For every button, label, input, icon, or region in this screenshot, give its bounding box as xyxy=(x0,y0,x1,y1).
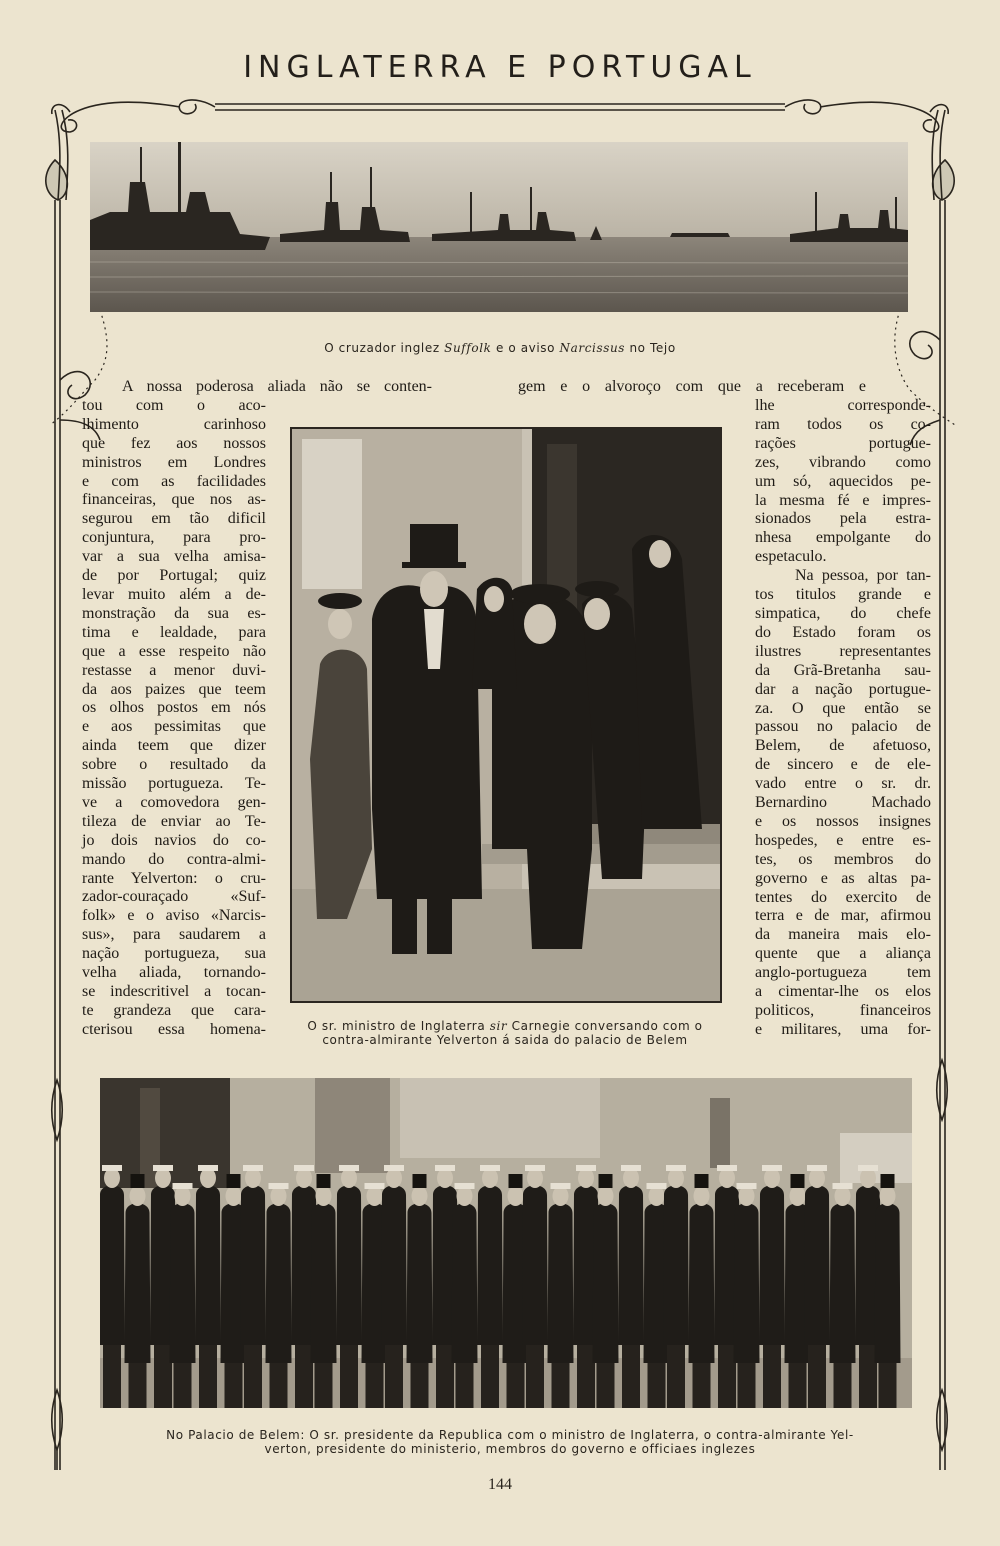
article-line: rações portugue- xyxy=(755,434,931,452)
article-line: missão portugueza. Te- xyxy=(82,775,266,793)
article-line: que a esse respeito não xyxy=(82,642,266,660)
article-line: e os nossos insignes xyxy=(755,812,931,830)
group-photo xyxy=(100,1078,912,1408)
article-line: te grandeza que cara- xyxy=(82,1001,266,1019)
article-line: sionados pela estra- xyxy=(755,510,931,528)
article-line: os olhos postos em nós xyxy=(82,699,266,717)
article-line: velha aliada, tornando- xyxy=(82,964,266,982)
article-line: ainda teem que dizer xyxy=(82,737,266,755)
article-line: ilustres representantes xyxy=(755,642,931,660)
article-line: mando do contra-almi- xyxy=(82,850,266,868)
article-line: zador-couraçado «Suf- xyxy=(82,888,266,906)
article-line: que fez aos nossos xyxy=(82,434,266,452)
article-line: e militares, uma for- xyxy=(755,1020,931,1038)
article-line: tima e lealdade, para xyxy=(82,623,266,641)
article-line: sobre o resultado da xyxy=(82,756,266,774)
article-line: tou com o aco- xyxy=(82,396,266,414)
group-caption-line1: No Palacio de Belem: O sr. presidente da Republica com o ministro de Inglaterra, o contra-almirante Yel- xyxy=(166,1428,854,1442)
article-line: dar a nação portugue- xyxy=(755,680,931,698)
ministers-caption-sir: sir xyxy=(489,1019,508,1033)
article-line: da Grã-Bretanha sau- xyxy=(755,661,931,679)
ministers-photo xyxy=(290,427,722,1003)
article-line: da aos paizes que teem xyxy=(82,680,266,698)
article-line: var a sua velha amisa- xyxy=(82,548,266,566)
article-line: a cimentar-lhe os elos xyxy=(755,983,931,1001)
ships-caption xyxy=(200,341,800,355)
article-line: ve a comovedora gen- xyxy=(82,793,266,811)
article-line: monstração da sua es- xyxy=(82,604,266,622)
article-line: anglo-portugueza tem xyxy=(755,964,931,982)
article-line: ministros em Londres xyxy=(82,453,266,471)
article-line: quente que a aliança xyxy=(755,945,931,963)
article-line: tileza de enviar ao Te- xyxy=(82,812,266,830)
article-line: financeiras, que nos as- xyxy=(82,491,266,509)
article-line: do Estado foram os xyxy=(755,623,931,641)
article-line: nação portugueza, sua xyxy=(82,945,266,963)
article-line: lhimento carinhoso xyxy=(82,415,266,433)
article-line: gem e o alvoroço com que a receberam e xyxy=(518,378,866,395)
ministers-caption-line1 xyxy=(270,1019,740,1033)
ships-caption-prefix: O cruzador inglez xyxy=(324,341,445,355)
article-line: conjuntura, para pro- xyxy=(82,529,266,547)
article-line: sus», para saudarem a xyxy=(82,926,266,944)
article-right-column xyxy=(755,397,931,1040)
ships-photo xyxy=(90,142,908,312)
article-line: da maneira mais elo- xyxy=(755,926,931,944)
article-line: tos titulos grande e xyxy=(755,586,931,604)
article-line: lhe corresponde- xyxy=(755,397,931,414)
article-line: e aos pessimitas que xyxy=(82,718,266,736)
article-line: simpatica, do chefe xyxy=(755,604,931,622)
article-line: Na pessoa, por tan- xyxy=(795,567,931,585)
group-caption-line2: verton, presidente do ministerio, membros do governo e officiaes inglezes xyxy=(264,1442,756,1456)
article-right-top-line xyxy=(518,378,866,397)
article-line: za. O que então se xyxy=(755,699,931,717)
ships-caption-narcissus: Narcissus xyxy=(559,341,626,355)
article-line: segurou em tão dificil xyxy=(82,510,266,528)
article-line: restasse a menor duvi- xyxy=(82,661,266,679)
ships-caption-suffix: no Tejo xyxy=(625,341,676,355)
article-line: e com as facilidades xyxy=(82,472,266,490)
article-line: Belem, de afetuoso, xyxy=(755,737,931,755)
article-line: governo e as altas pa- xyxy=(755,869,931,887)
article-line: se indescritivel a tocan- xyxy=(82,983,266,1000)
article-line: ram todos os co- xyxy=(755,415,931,433)
article-line: de sincero e de ele- xyxy=(755,756,931,774)
article-line: A nossa poderosa aliada não se conten- xyxy=(122,378,432,395)
article-line: espetaculo. xyxy=(755,548,827,566)
article-line: tentes do exercito de xyxy=(755,888,931,906)
ships-caption-mid: e o aviso xyxy=(491,341,560,355)
ministers-caption-suffix: Carnegie conversando com o xyxy=(507,1019,703,1033)
group-caption xyxy=(110,1428,910,1456)
article-line: rante Yelverton: o cru- xyxy=(82,869,266,887)
article-line: vado entre o sr. dr. xyxy=(755,775,931,793)
article-line: zes, vibrando como xyxy=(755,453,931,471)
article-line: la mesma fé e impres- xyxy=(755,491,931,509)
ministers-caption-prefix: O sr. ministro de Inglaterra xyxy=(307,1019,490,1033)
article-line: hospedes, e entre es- xyxy=(755,831,931,849)
ministers-caption xyxy=(270,1019,740,1047)
article-line: de por Portugal; quiz xyxy=(82,567,266,585)
page-number: 144 xyxy=(488,1476,512,1493)
ministers-caption-line2: contra-almirante Yelverton á saida do palacio de Belem xyxy=(322,1033,688,1047)
article-line: cterisou essa homena- xyxy=(82,1020,266,1038)
article-line: tes, os membros do xyxy=(755,850,931,868)
article-line: politicos, financeiros xyxy=(755,1002,931,1019)
article-line: Bernardino Machado xyxy=(755,794,931,812)
article-line: um só, aquecidos pe- xyxy=(755,472,931,490)
article-line: terra e de mar, afirmou xyxy=(755,907,931,925)
page-title: INGLATERRA E PORTUGAL xyxy=(243,50,757,85)
article-line: levar muito além a de- xyxy=(82,585,266,603)
article-line: folk» e o aviso «Narcis- xyxy=(82,907,266,925)
article-line: jo dois navios do co- xyxy=(82,831,266,849)
article-line: passou no palacio de xyxy=(755,718,931,736)
ships-caption-suffolk: Suffolk xyxy=(444,341,492,355)
article-line: nhesa empolgante do xyxy=(755,529,931,547)
